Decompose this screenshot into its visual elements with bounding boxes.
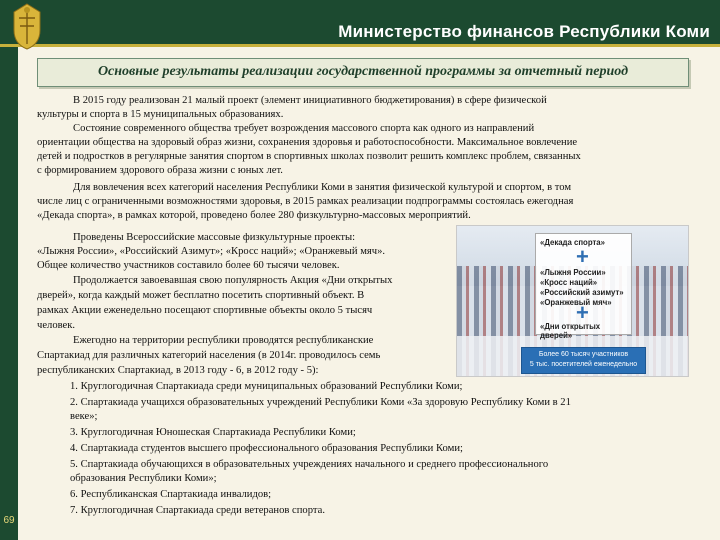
events-tag-panel [535,233,632,340]
list-item: 1. Круглогодичная Спартакиада среди муниципальных образований Республики Коми; [70,381,463,392]
text-line: Общее количество участников составило более 60 тысячи человек. [37,260,340,271]
list-item: 3. Круглогодичная Юношеская Спартакиада Республики Коми; [70,427,356,438]
left-sidebar-bar [0,47,18,540]
caption-line: Более 60 тысяч участников [538,351,629,358]
text-line: республиканских Спартакиад, в 2013 году - 6, в 2012 году - 5): [37,365,319,376]
text-line: с формированием здорового образа жизни с юных лет. [37,165,283,176]
list-item: 6. Республиканская Спартакиада инвалидов; [70,489,272,500]
event-tag: «Оранжевый мяч» [540,298,612,307]
participants-caption-box [521,347,646,374]
event-tag: «Российский азимут» [540,288,624,297]
event-tag: «Лыжня России» [540,268,606,277]
event-tag: «Декада спорта» [540,238,605,247]
page-header-title: Министерство финансов Республики Коми [338,22,710,41]
text-line: ориентации общества на здоровый образ жизни, сохранения здоровья и работоспособности. Максимальное вовлечение [37,137,578,148]
page-number: 69 [3,515,15,526]
event-tag: «Кросс наций» [540,278,598,287]
text-line: числе лиц с ограниченными возможностями здоровья, в 2015 рамках реализации подпрограммы состоялась ежегодная [37,196,574,207]
event-tag: «Дни открытых дверей» [540,322,601,340]
slide-subtitle: Основные результаты реализации государственной программы за отчетный период [97,64,629,79]
subtitle-box [37,58,689,87]
list-item: 2. Спартакиада учащихся образовательных учреждений Республики Коми «За здоровую Республику Коми в 21 [70,397,571,408]
komi-emblem-icon [2,0,52,52]
caption-line: 5 тыс. посетителей еженедельно [529,361,638,368]
text-line: детей и подростков в регулярные занятия спортом в спортивных школах позволит решить комплекс проблем, связанных [37,151,581,162]
list-item: 4. Спартакиада студентов высшего профессионального образования Республики Коми; [70,443,463,454]
list-item: веке»; [70,411,98,422]
text-line: культуры и спорта в 15 муниципальных образованиях. [37,109,284,120]
text-line: В 2015 году реализован 21 малый проект (элемент инициативного бюджетирования) в сфере физической [73,95,547,106]
text-line: Для вовлечения всех категорий населения Республики Коми в занятия физической культурой и спортом, в том [73,182,572,193]
text-line: Продолжается завоевавшая свою популярность Акция «Дни открытых [73,275,393,286]
list-item: 5. Спартакиада обучающихся в образовательных учреждениях начального и среднего профессионального [70,459,549,470]
list-item: 7. Круглогодичная Спартакиада среди ветеранов спорта. [70,505,325,516]
list-item: образования Республики Коми»; [70,473,217,484]
text-line: «Декада спорта», в рамках которой, проведено более 280 физкультурно-массовых мероприятий. [37,210,471,221]
text-line: Состояние современного общества требует возрождения массового спорта как одного из направлений [73,123,535,134]
text-line: Спартакиад для различных категорий населения (в 2014г. проводилось семь [37,350,381,361]
text-line: дверей», когда каждый может бесплатно посетить спортивный объект. В [37,290,365,301]
text-line: рамках Акции еженедельно посещают спортивные объекты около 5 тысяч [37,305,373,316]
text-line: Ежегодно на территории республики проводятся республиканские [73,335,374,346]
text-line: человек. [37,320,76,331]
header-accent-line [0,44,720,47]
plus-icon: + [576,244,589,269]
text-line: Проведены Всероссийские массовые физкультурные проекты: [73,232,356,243]
text-line: «Лыжня России», «Российский Азимут»; «Кросс наций»; «Оранжевый мяч». [37,246,386,257]
plus-icon: + [576,300,589,325]
